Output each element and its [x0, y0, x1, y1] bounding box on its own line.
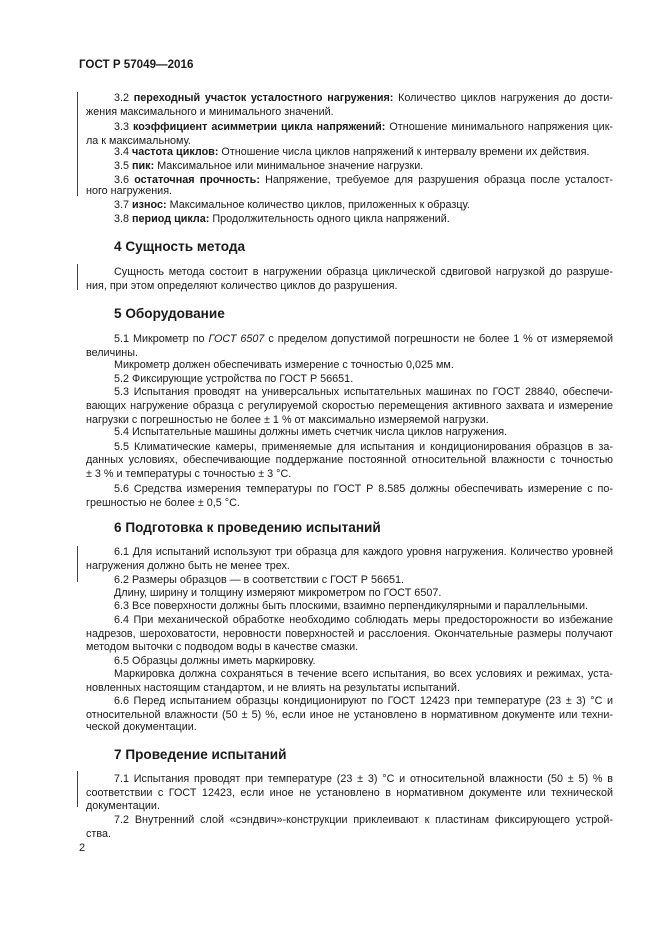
para-6-6-cont2: ческой документации.	[86, 721, 197, 733]
section-6-heading: 6 Подготовка к проведению испытаний	[114, 520, 381, 535]
section-7-heading: 7 Проведение испытаний	[114, 747, 287, 762]
para-5-1-cont: величины.	[86, 347, 138, 359]
page-number: 2	[79, 842, 86, 854]
definition-3-3: 3.3 коэффициент асимметрии цикла напряжений: Отношение минимального напряжения цик-	[114, 121, 614, 133]
para-6-5-marking: Маркировка должна сохраняться в течение всего испытания, во всех условиях и режимах, уста-	[114, 668, 613, 680]
section-4-heading: 4 Сущность метода	[114, 239, 246, 254]
para-6-1: 6.1 Для испытаний используют три образца для каждого уровня нагружения. Количество уровней	[114, 546, 613, 558]
section-5-heading: 5 Оборудование	[114, 306, 225, 321]
para-7-2: 7.2 Внутренний слой «сэндвич»-конструкции приклеивают к пластинам фиксирующего устрой-	[114, 814, 613, 826]
para-5-5-cont2: ± 3 % и температуры с точностью ± 3 °С.	[86, 468, 292, 480]
para-6-5: 6.5 Образцы должны иметь маркировку.	[114, 655, 316, 667]
definition-3-6-cont: ного нагружения.	[86, 185, 173, 197]
para-7-1: 7.1 Испытания проводят при температуре (23 ± 3) °С и относительной влажности (50 ± 5) % в	[114, 773, 613, 785]
definition-3-3-cont: ла к максимальному.	[86, 135, 191, 147]
definition-3-4: 3.4 частота циклов: Отношение числа циклов напряжений к интервалу времени их действия.	[114, 146, 590, 158]
para-6-3: 6.3 Все поверхности должны быть плоскими, взаимно перпендикулярными и параллельными.	[114, 600, 588, 612]
change-bar	[77, 771, 78, 807]
para-5-2: 5.2 Фиксирующие устройства по ГОСТ Р 56651.	[114, 373, 354, 385]
definition-3-7: 3.7 износ: Максимальное количество циклов, приложенных к образцу.	[114, 199, 470, 211]
para-5-6: 5.6 Средства измерения температуры по ГОСТ Р 8.585 должны обеспечивать измерение с по-	[114, 483, 613, 495]
section-4-text: Сущность метода состоит в нагружении образца циклической сдвиговой нагрузкой до разруше-	[114, 266, 613, 278]
para-6-5-cont: новленных настоящим стандартом, и не влиять на результаты испытаний.	[86, 682, 460, 694]
definition-3-5: 3.5 пик: Максимальное или минимальное значение нагрузки.	[114, 160, 424, 172]
page-header: ГОСТ Р 57049—2016	[79, 58, 194, 71]
para-6-1-cont: нагружения должно быть не менее трех.	[86, 560, 290, 572]
para-6-4: 6.4 При механической обработке необходимо соблюдать меры предосторожности во избежание	[114, 614, 613, 626]
para-6-2: 6.2 Размеры образцов — в соответствии с ГОСТ Р 56651.	[114, 574, 404, 586]
change-bar	[77, 264, 78, 290]
para-5-3-cont: вающих нагружение образца с регулируемой скоростью перемещения активного захвата и измерение	[86, 400, 613, 412]
para-5-6-cont: грешностью не более ± 0,5 °С.	[86, 497, 240, 509]
para-7-2-cont: ства.	[86, 828, 111, 840]
para-6-6-cont: относительной влажности (50 ± 5) %, если иное не установлено в нормативном документе или техни-	[86, 709, 613, 721]
section-4-text-cont: ния, при этом определяют количество циклов до разрушения.	[86, 280, 398, 292]
para-7-1-cont2: документации.	[86, 800, 160, 812]
para-6-4-cont2: методом выточки с подводом воды в качестве смазки.	[86, 641, 359, 653]
para-6-2-measure: Длину, ширину и толщину измеряют микрометром по ГОСТ 6507.	[114, 587, 442, 599]
para-7-1-cont: соответствии с ГОСТ 12423, если иное не установлено в нормативном документе или технической	[86, 787, 613, 799]
para-5-1-micrometer: Микрометр должен обеспечивать измерение с точностью 0,025 мм.	[114, 359, 454, 371]
definition-3-2-cont: жения максимального и минимального значений.	[86, 106, 334, 118]
para-5-3: 5.3 Испытания проводят на универсальных испытательных машинах по ГОСТ 28840, обеспечи-	[114, 386, 613, 398]
para-5-5-cont: данных условиях, обеспечивающие поддержание постоянной относительной влажности с точностью	[86, 454, 613, 466]
para-5-5: 5.5 Климатические камеры, применяемые для испытания и кондиционирования образцов в за-	[114, 441, 613, 453]
para-6-4-cont: надрезов, шероховатости, неровности поверхностей и расслоения. Окончательные размеры получают	[86, 628, 613, 640]
para-6-6: 6.6 Перед испытанием образцы кондиционируют по ГОСТ 12423 при температуре (23 ± 3) °С и	[114, 695, 613, 707]
para-5-4: 5.4 Испытательные машины должны иметь счетчик числа циклов нагружения.	[114, 426, 508, 438]
definition-3-6: 3.6 остаточная прочность: Напряжение, требуемое для разрушения образца после усталост-	[114, 174, 614, 186]
change-bar	[77, 546, 78, 582]
para-5-3-cont2: нагрузки с погрешностью не более ± 1 % от максимально измеряемой нагрузки.	[86, 414, 489, 426]
para-5-1: 5.1 Микрометр по ГОСТ 6507 с пределом допустимой погрешности не более 1 % от измеряемой	[114, 333, 613, 345]
change-bar	[77, 92, 78, 196]
definition-3-2: 3.2 переходный участок усталостного нагружения: Количество циклов нагружения до дости-	[114, 92, 614, 104]
definition-3-8: 3.8 период цикла: Продолжительность одного цикла напряжений.	[114, 213, 450, 225]
